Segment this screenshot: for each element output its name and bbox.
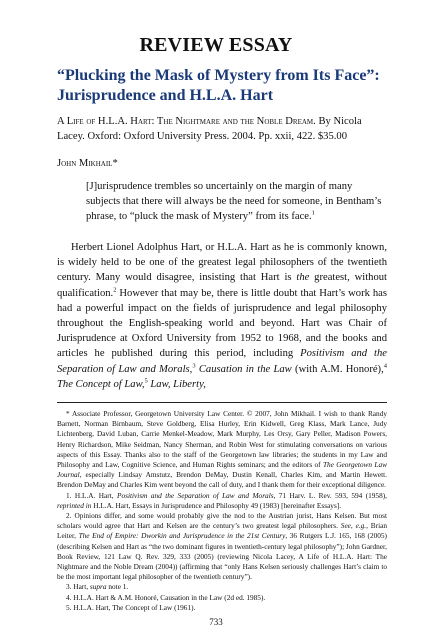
footnote-text: , 71 Harv. L. Rev. 593, 594 (1958), (273, 490, 387, 500)
page-number: 733 (209, 617, 223, 627)
epigraph (86, 179, 384, 224)
body-text-run: However that may be, there is little doubt that Hart’s work has had a powerful impact on the fields of jurisprudence and legal philosophy throughout the English-speaking world and beyond. Hart was Chair of Jurisprudence at Oxford University from 1952 to 1968, and the books and articles he published during this period, including (57, 287, 387, 360)
footnote-text: note 1. (106, 582, 129, 592)
footnotes (57, 409, 387, 613)
footnote-4: 4. H.L.A. Hart & A.M. Honoré, Causation in the Law (2d ed. 1985). (66, 592, 266, 602)
footnote-text: , Brian Leiter, (57, 521, 387, 541)
body-text-run: greatest, without qualification. (57, 272, 387, 299)
footnote-emphasis: supra (89, 582, 107, 592)
footnote-1 (57, 491, 387, 511)
footnote-ref: 2 (113, 286, 117, 294)
footnote-ref: 3 (192, 362, 196, 370)
footnote-3 (57, 582, 387, 592)
body-text (57, 240, 387, 392)
footnote-text: * Associate Professor, Georgetown University Law Center. © 2007, John Mikhail. I wish to thank Randy Barnett, Norman Birnbaum, Steve Goldberg, Elisa Hurley, Erin Kidwell, Greg Klass, Mark Lance, Judy Lichtenberg, David Luban, Carrie Menkel-Meadow, Mark Murphy, Les Orsy, Gary Peller, Madison Powers, Henry Richardson, Mike Seidman, Nancy Sherman, and Robin West for stimulating conversations on various aspects of this Essay. Thanks also to the staff of the Georgetown law libraries; the students in my Law and Philosophy and Law, Cognitive Science, and Human Rights seminars; and the editors of (57, 409, 387, 470)
epigraph-text: [J]urisprudence trembles so uncertainly on the margin of many subjects that there will always be the need for someone, in Bentham’s phrase, to “pluck the mask of Mystery” from its face. (86, 181, 382, 222)
footnote-emphasis: See, e.g. (340, 521, 367, 531)
footnote-text: H.L.A. Hart, Essays in Jurisprudence and Philosophy 49 (1983) [hereinafter Essays]. (91, 500, 342, 510)
body-text-run: (with A.M. Honoré), (291, 363, 384, 375)
body-emphasis: Causation in the Law (198, 363, 292, 375)
footnote-ref: 5 (144, 377, 148, 385)
book-details: By Nicola Lacey. Oxford: Oxford University Press. 2004. Pp. xxii, 422. $35.00 (57, 116, 362, 142)
author-marker: * (112, 158, 118, 169)
author-line (57, 156, 387, 171)
book-reference (57, 114, 387, 144)
body-text-run: Herbert Lionel Adolphus Hart, or H.L.A. Hart as he is commonly known, is widely held to be one of the greatest legal philosophers of the twentieth century. Many would disagree, insisting that Hart is (57, 242, 387, 284)
footnote-emphasis: The End of Empire: Dworkin and Jurisprudence in the 21st Century (78, 531, 286, 541)
footnote-emphasis: reprinted in (57, 500, 92, 510)
epigraph-note-ref: 1 (311, 209, 315, 217)
author-name: John Mikhail (57, 158, 113, 169)
footnote-5: 5. H.L.A. Hart, The Concept of Law (1961). (66, 602, 196, 612)
footnote-text: 2. Opinions differ, and some would probably give the nod to the Austrian jurist, Hans Kelsen. But most scholars would agree that Hart and Kelsen are the century’s two greatest legal philosophers. (57, 511, 387, 531)
footnote-divider (57, 402, 387, 403)
body-emphasis: Law, Liberty, (150, 378, 206, 390)
section-header: REVIEW ESSAY (139, 34, 293, 56)
book-title: A Life of H.L.A. Hart: The Nightmare and the Noble Dream. (57, 116, 316, 127)
body-paragraph (57, 240, 387, 392)
essay-title (57, 66, 382, 106)
body-emphasis: The Concept of Law, (57, 378, 145, 390)
body-emphasis: Positivism and the Separation of Law and Morals, (57, 348, 387, 375)
footnote-emphasis: The Georgetown Law Journal (57, 460, 387, 480)
footnote-2 (57, 511, 387, 582)
footnote-ref: 4 (383, 362, 387, 370)
footnote-text: 1. H.L.A. Hart, (66, 490, 118, 500)
footnote-text: 3. Hart, (66, 582, 90, 592)
essay-title-line1: “Plucking the Mask of Mystery from Its Face”: (57, 67, 380, 84)
footnote-text: , 36 Rutgers L.J. 165, 168 (2005) (describing Kelsen and Hart as “the two dominant figures in twentieth-century legal philosophy”); John Gardner, Book Review, 121 Law Q. Rev. 329, 333 (2005) (reviewing Nicola Lacey, A Life of H.L.A. Hart: The Nightmare and the Noble Dream (2004)) (affirming that “only Hans Kelsen seriously challenges Hart’s claim to be the most important legal philosopher of the twentieth century”). (57, 531, 387, 582)
footnote-emphasis: Positivism and the Separation of Law and Morals (117, 490, 274, 500)
essay-title-line2: Jurisprudence and H.L.A. Hart (57, 87, 274, 104)
footnote-text: , especially Lindsay Amstutz, Brendon DeMay, Dustin Kenall, Charles Kim, and Martin Hewett. Brendon DeMay and Charles Kim went beyond the call of duty, and I thank them for their exceptional diligence. (57, 470, 387, 490)
body-emphasis: the (296, 272, 310, 284)
footnote-star (57, 409, 387, 491)
